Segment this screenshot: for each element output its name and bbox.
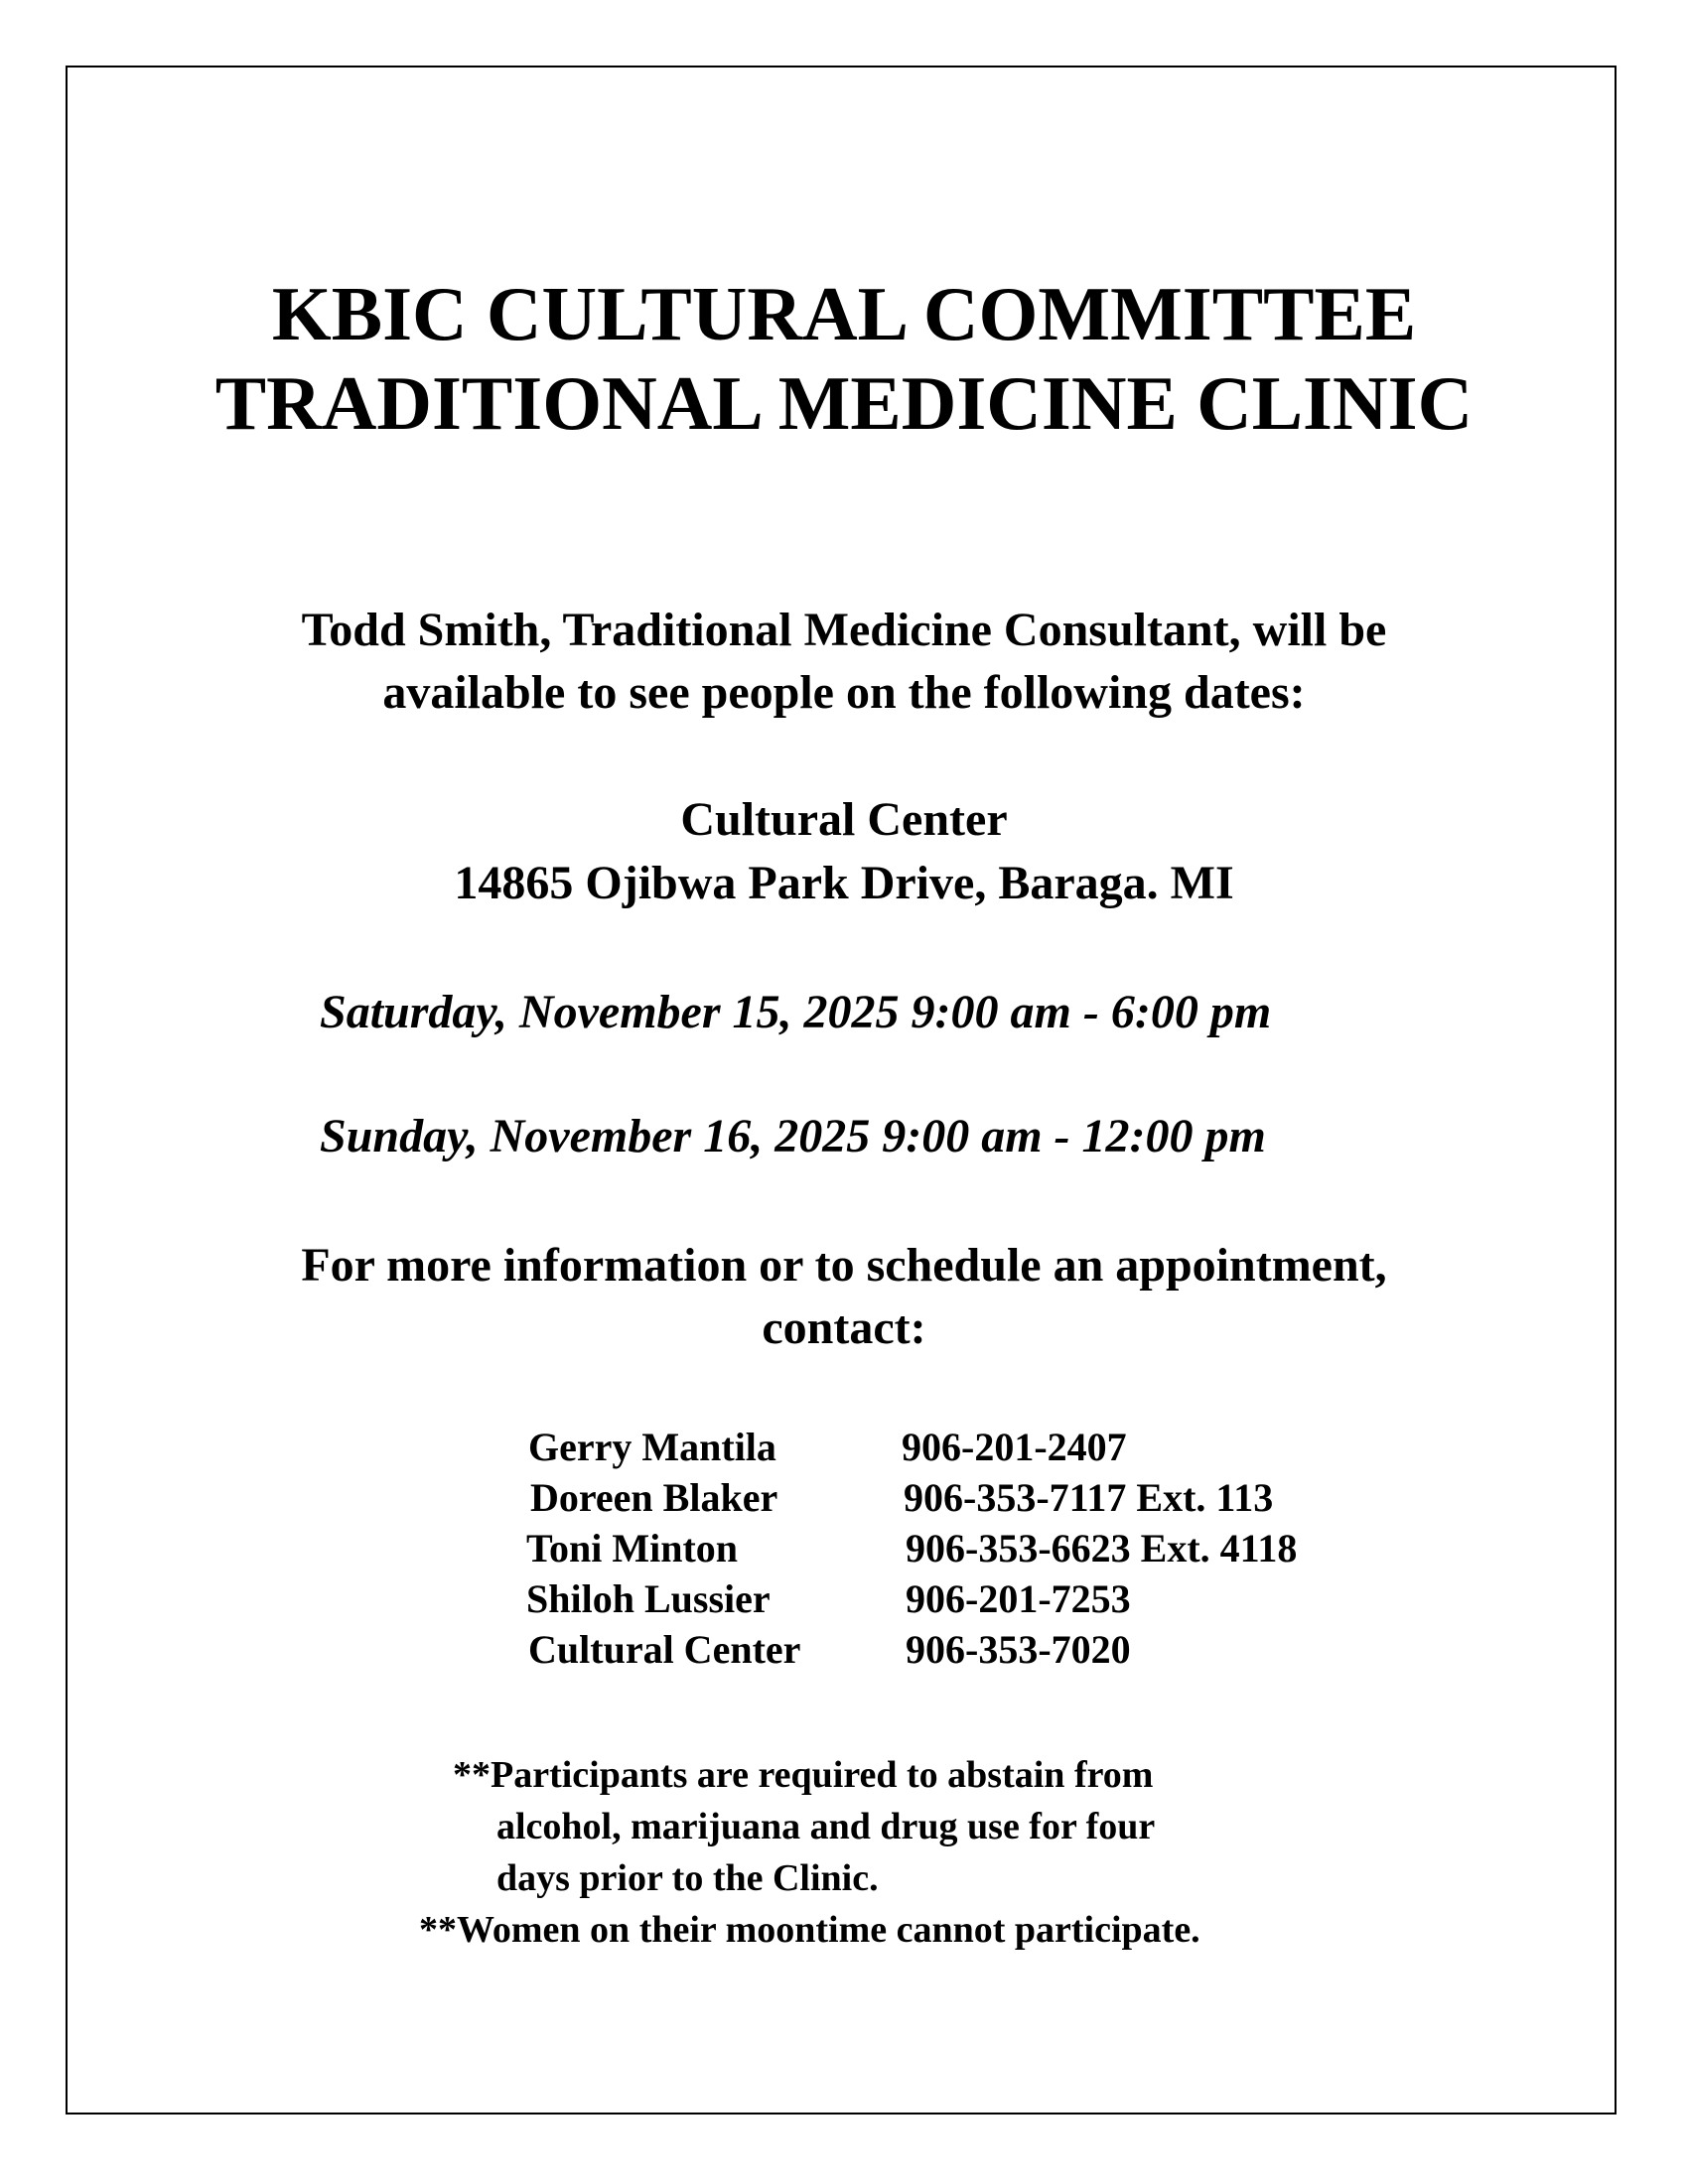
contact-phone: 906-201-7253 xyxy=(906,1576,1131,1621)
contact-phone: 906-201-2407 xyxy=(902,1425,1127,1469)
contact-phone: 906-353-6623 Ext. 4118 xyxy=(906,1526,1298,1570)
contact-name: Gerry Mantila xyxy=(528,1425,776,1469)
info-line-2: contact: xyxy=(762,1301,926,1354)
note-line-2: alcohol, marijuana and drug use for four xyxy=(496,1806,1156,1847)
location-name: Cultural Center xyxy=(680,793,1008,846)
note-line-1: **Participants are required to abstain from xyxy=(453,1754,1154,1796)
date-sunday: Sunday, November 16, 2025 9:00 am - 12:00 pm xyxy=(320,1110,1266,1162)
contact-phone: 906-353-7117 Ext. 113 xyxy=(904,1475,1274,1520)
contact-name: Toni Minton xyxy=(526,1526,739,1570)
intro-line-2: available to see people on the following dates: xyxy=(382,666,1306,719)
contact-name: Shiloh Lussier xyxy=(526,1576,771,1621)
location-address: 14865 Ojibwa Park Drive, Baraga. MI xyxy=(454,857,1234,909)
title-line-2: TRADITIONAL MEDICINE CLINIC xyxy=(214,360,1474,446)
note-line-4: **Women on their moontime cannot participate. xyxy=(419,1909,1200,1951)
contact-name: Doreen Blaker xyxy=(530,1475,778,1520)
note-line-3: days prior to the Clinic. xyxy=(496,1857,879,1899)
contact-phone: 906-353-7020 xyxy=(906,1627,1131,1672)
title-line-1: KBIC CULTURAL COMMITTEE xyxy=(271,271,1417,356)
date-saturday: Saturday, November 15, 2025 9:00 am - 6:00 pm xyxy=(320,986,1272,1038)
intro-line-1: Todd Smith, Traditional Medicine Consultant, will be xyxy=(301,604,1387,656)
info-line-1: For more information or to schedule an appointment, xyxy=(301,1239,1387,1292)
contact-name: Cultural Center xyxy=(528,1627,801,1672)
